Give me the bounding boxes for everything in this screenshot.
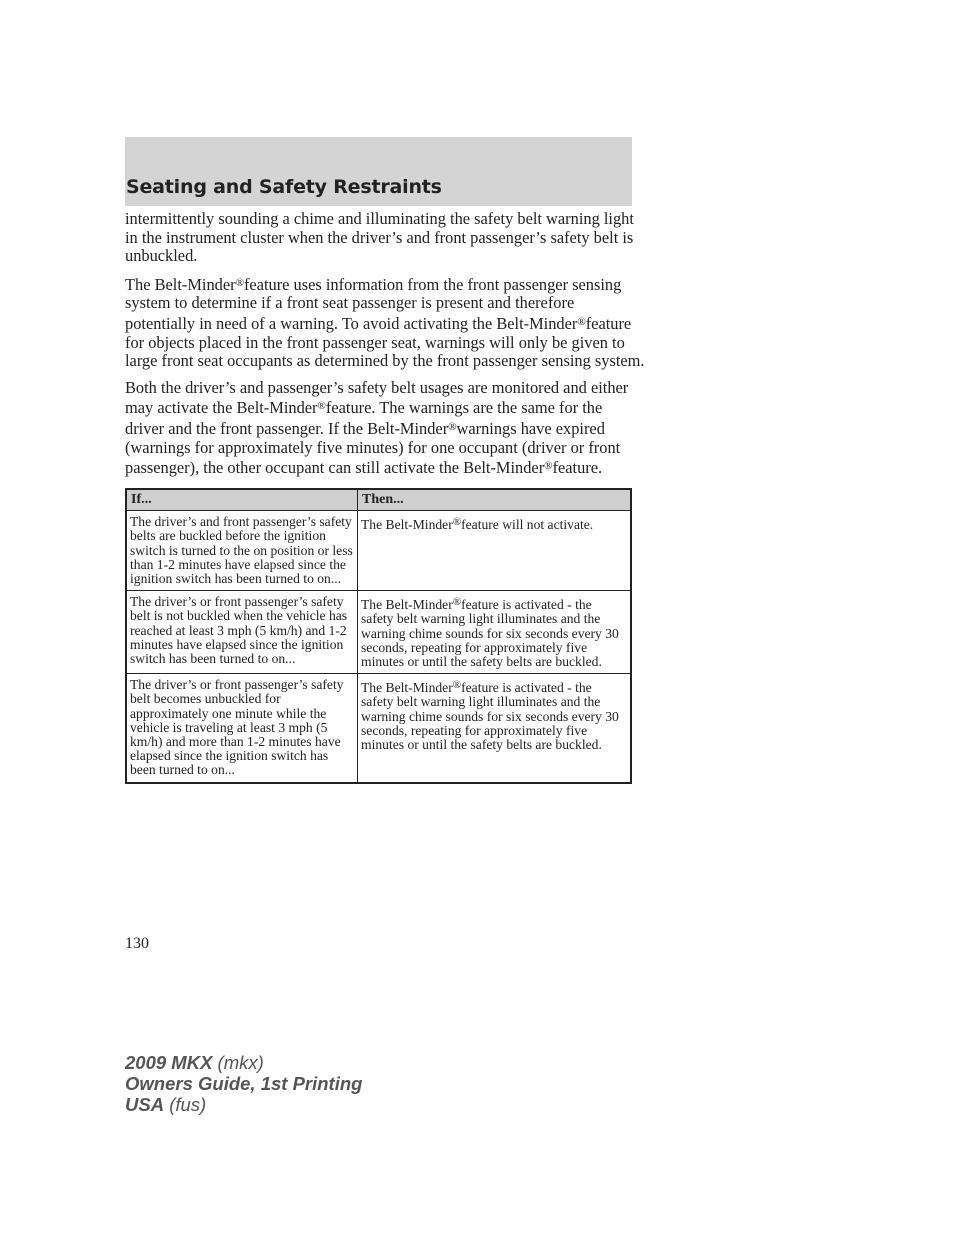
paragraph-3-part-b: feature. The warnings are the same for the driver and the front passenger. If the Belt-Minder <box>125 398 603 438</box>
table-row <box>126 591 631 674</box>
footer-region-code: (fus) <box>169 1094 207 1115</box>
registered-mark: ® <box>577 315 586 328</box>
then-text-b: feature will not activate. <box>461 517 594 533</box>
paragraph-2-part-b: feature uses information from the front passenger sensing system to determine if a front seat passenger is present and therefore potentially in need of a warning. To avoid activating the Belt-Minder <box>125 274 622 333</box>
then-text-b: feature is activated - the safety belt warning light illuminates and the warning chime sounds for six seconds every 30 seconds, repeating for approximately five minutes or until the safety belts are buckled. <box>361 597 619 670</box>
footer-model: 2009 MKX <box>125 1052 213 1073</box>
registered-mark: ® <box>452 596 462 609</box>
registered-mark: ® <box>448 420 457 433</box>
footer-line-3 <box>125 1094 362 1115</box>
table-cell-if: The driver’s or front passenger’s safety belt becomes unbuckled for approximately one minute while the vehicle is traveling at least 3 mph (5 km/h) and more than 1-2 minutes have elapsed since the ignition switch has been turned to on... <box>126 674 358 783</box>
body-text <box>125 210 645 486</box>
column-header-if: If... <box>126 489 358 511</box>
then-text-b: feature is activated - the safety belt warning light illuminates and the warning chime sounds for six seconds every 30 seconds, repeating for approximately five minutes or until the safety belts are buckled. <box>361 680 619 753</box>
paragraph-1: intermittently sounding a chime and illuminating the safety belt warning light in the instrument cluster when the driver’s and front passenger’s safety belt is unbuckled. <box>125 209 634 266</box>
table-cell-if: The driver’s and front passenger’s safety belts are buckled before the ignition switch is turned to the on position or less than 1-2 minutes have elapsed since the ignition switch has been turned to on... <box>126 511 358 591</box>
paragraph-2 <box>125 274 645 371</box>
registered-mark: ® <box>235 276 244 289</box>
footer-line-1 <box>125 1052 362 1073</box>
table-cell-then <box>358 511 632 591</box>
table-cell-then <box>358 591 632 674</box>
then-text-a: The Belt-Minder <box>361 597 453 613</box>
footer-model-code: (mkx) <box>217 1052 264 1073</box>
footer-line-2: Owners Guide, 1st Printing <box>125 1073 363 1094</box>
section-title: Seating and Safety Restraints <box>126 176 442 198</box>
paragraph-3-part-a: Both the driver’s and passenger’s safety belt usages are monitored and either may activate the Belt-Minder <box>125 377 629 418</box>
registered-mark: ® <box>452 516 462 529</box>
print-footer <box>125 1052 362 1115</box>
then-text-a: The Belt-Minder <box>361 517 453 533</box>
table-cell-then <box>358 674 632 783</box>
then-text-a: The Belt-Minder <box>361 680 453 696</box>
registered-mark: ® <box>544 460 553 473</box>
paragraph-3-part-c: warnings have expired (warnings for approximately five minutes) for one occupant (driver or front passenger), the other occupant can still activate the Belt-Minder <box>125 418 621 478</box>
paragraph-2-part-a: The Belt-Minder <box>125 274 236 294</box>
table-header-row <box>126 489 631 511</box>
registered-mark: ® <box>317 400 326 413</box>
paragraph-2-part-c: feature for objects placed in the front passenger seat, warnings will only be given to large front seat occupants as determined by the front passenger sensing system. <box>125 313 645 371</box>
belt-minder-table <box>125 488 632 784</box>
table-row <box>126 511 631 591</box>
page-number: 130 <box>125 935 149 952</box>
footer-region: USA <box>125 1094 165 1115</box>
table-cell-if: The driver’s or front passenger’s safety belt is not buckled when the vehicle has reached at least 3 mph (5 km/h) and 1-2 minutes have elapsed since the ignition switch has been turned to on... <box>126 591 358 674</box>
paragraph-3 <box>125 379 645 478</box>
paragraph-3-part-d: feature. <box>552 458 603 478</box>
column-header-then: Then... <box>358 489 632 511</box>
table-row <box>126 674 631 783</box>
registered-mark: ® <box>452 679 462 692</box>
